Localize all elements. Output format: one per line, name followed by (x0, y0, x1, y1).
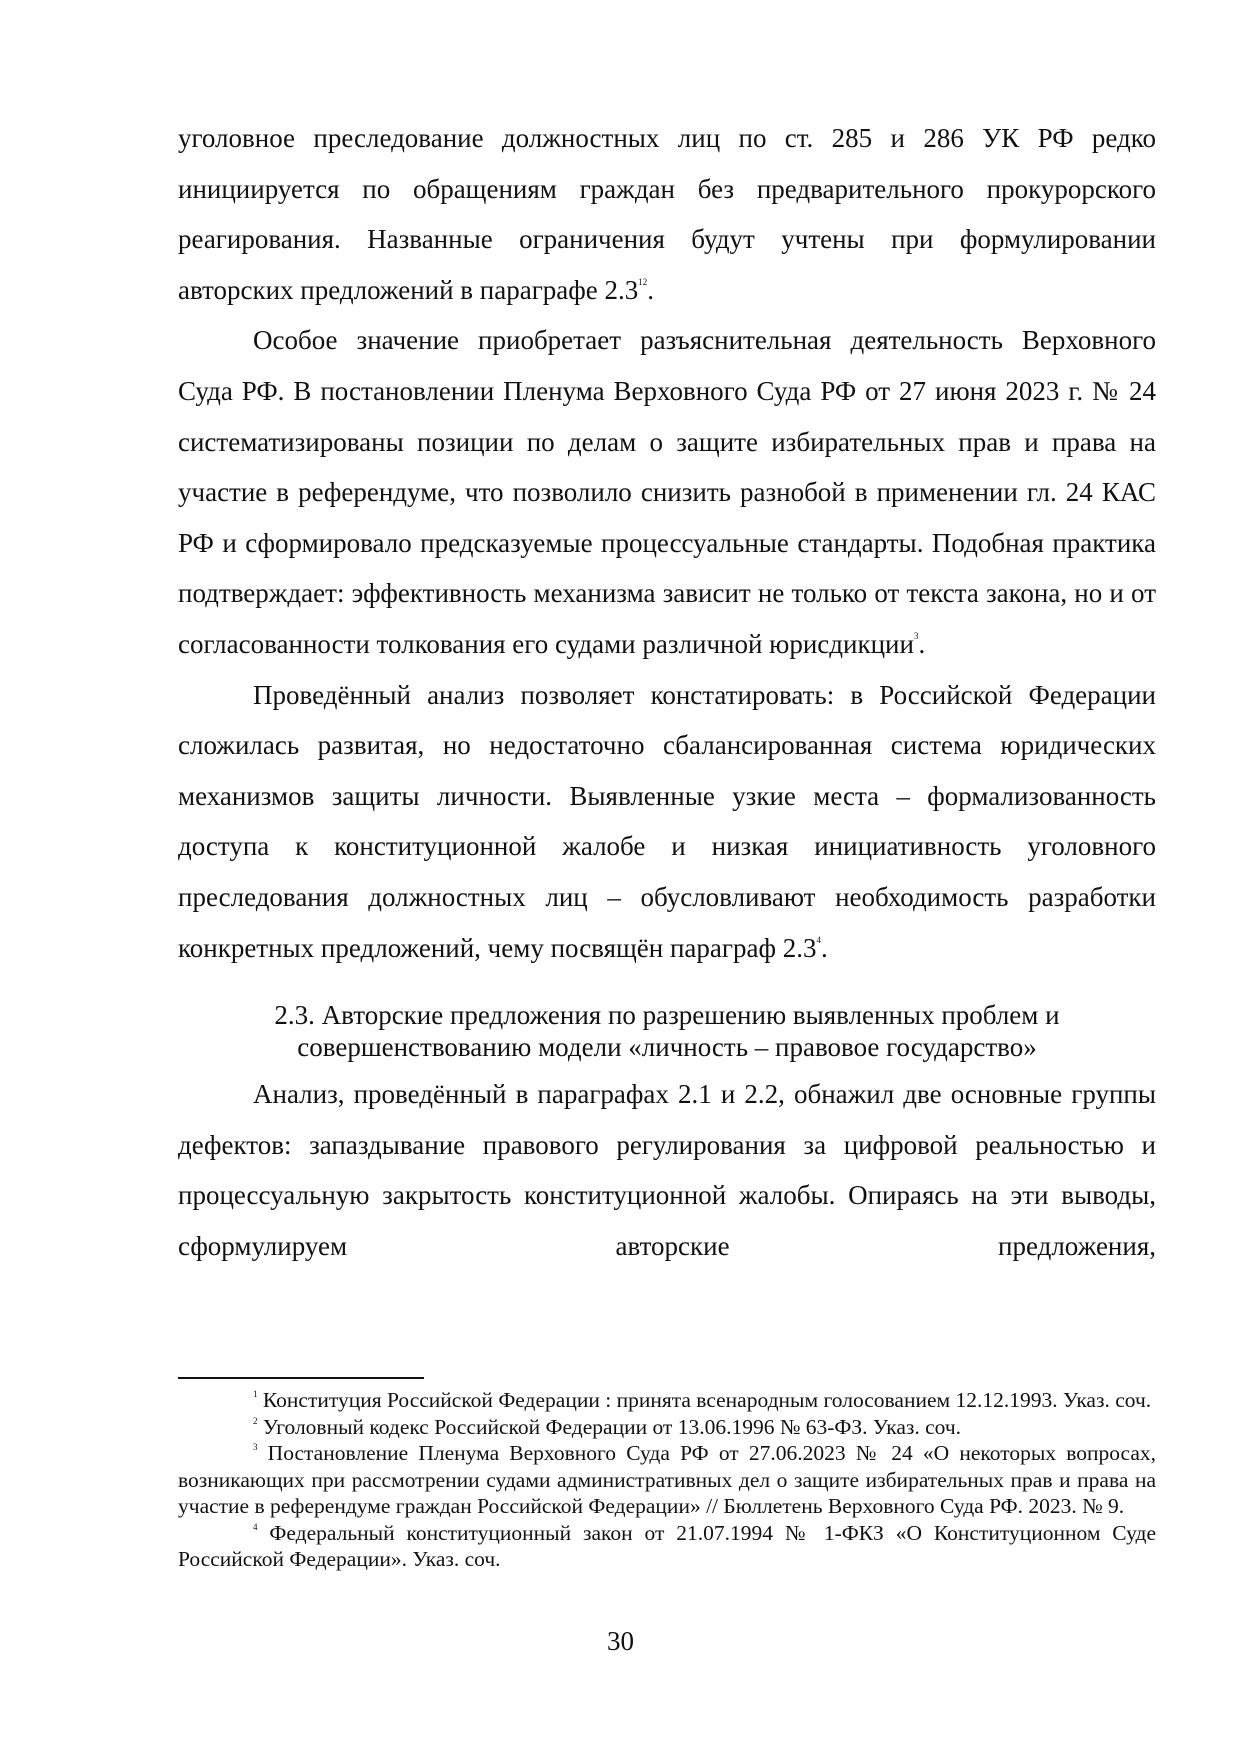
footnote-ref: 3 (913, 630, 919, 641)
footnote-ref: 12 (638, 276, 648, 287)
paragraph-3-text: Проведённый анализ позволяет констатировать: в Российской Федерации сложилась развитая, но недостаточно сбалансированная система юридических механизмов защиты личности. Выявленные узкие места – формализованность доступа к конституционной жалобе и низкая инициативность уголовного преследования должностных лиц – обусловливают необходимость разработки конкретных предложений, чему посвящён параграф 2.3 (178, 679, 1156, 963)
footnote-1 (178, 1387, 1156, 1414)
footnote-number: 3 (253, 1442, 258, 1452)
footnote-ref: 4 (816, 934, 821, 945)
section-heading (178, 999, 1156, 1063)
page-number: 30 (607, 1626, 634, 1656)
footnote-text: Конституция Российской Федерации : принята всенародным голосованием 12.12.1993. Указ. соч. (262, 1388, 1152, 1412)
paragraph-2-text: Особое значение приобретает разъяснительная деятельность Верховного Суда РФ. В постановлении Пленума Верховного Суда РФ от 27 июня 2023 г. № 24 систематизированы позиции по делам о защите избирательных прав и права на участие в референдуме, что позволило снизить разнобой в применении гл. 24 КАС РФ и сформировало предсказуемые процессуальные стандарты. Подобная практика подтверждает: эффективность механизма зависит не только от текста закона, но и от согласованности толкования его судами различной юрисдикции (178, 325, 1156, 659)
paragraph-2 (178, 315, 1156, 669)
paragraph-1-text: уголовное преследование должностных лиц по ст. 285 и 286 УК РФ редко инициируется по обращениям граждан без предварительного прокурорского реагирования. Названные ограничения будут учтены при формулировании авторских предложений в параграфе 2.3 (178, 123, 1156, 305)
footnote-4 (178, 1520, 1156, 1573)
paragraph-3 (178, 670, 1156, 974)
footnote-text: Уголовный кодекс Российской Федерации от 13.06.1996 № 63-ФЗ. Указ. соч. (262, 1414, 962, 1439)
paragraph-3-end: . (820, 932, 828, 963)
paragraph-4-text: Анализ, проведённый в параграфах 2.1 и 2.2, обнажил две основные группы дефектов: запаздывание правового регулирования за цифровой реальностью и процессуальную закрытость конституционной жалобы. Опираясь на эти выводы, сформулируем авторские предложения, (178, 1079, 1156, 1261)
footnote-text: Федеральный конституционный закон от 21.07.1994 № 1-ФКЗ «О Конституционном Суде Российской Федерации». Указ. соч. (178, 1520, 1156, 1571)
main-text (178, 113, 1156, 1271)
footnote-number: 1 (253, 1389, 258, 1399)
paragraph-1 (178, 113, 1156, 315)
footnote-separator (178, 1377, 424, 1379)
footnotes (178, 1387, 1156, 1573)
paragraph-1-end: . (647, 274, 655, 305)
paragraph-4 (178, 1069, 1156, 1271)
footnote-2 (178, 1414, 1156, 1441)
section-heading-line-2: совершенствованию модели «личность – правовое государство» (297, 1032, 1037, 1063)
footnote-number: 4 (253, 1521, 258, 1532)
section-heading-line-1: 2.3. Авторские предложения по разрешению выявленных проблем и (274, 1000, 1060, 1031)
footnote-number: 2 (253, 1415, 258, 1426)
footnote-3 (178, 1440, 1156, 1520)
paragraph-2-end: . (918, 628, 926, 659)
footnote-text: Постановление Пленума Верховного Суда РФ от 27.06.2023 № 24 «О некоторых вопросах, возникающих при рассмотрении судами административных дел о защите избирательных прав и права на участие в референдуме граждан Российской Федерации» // Бюллетень Верховного Суда РФ. 2023. № 9. (178, 1441, 1156, 1518)
